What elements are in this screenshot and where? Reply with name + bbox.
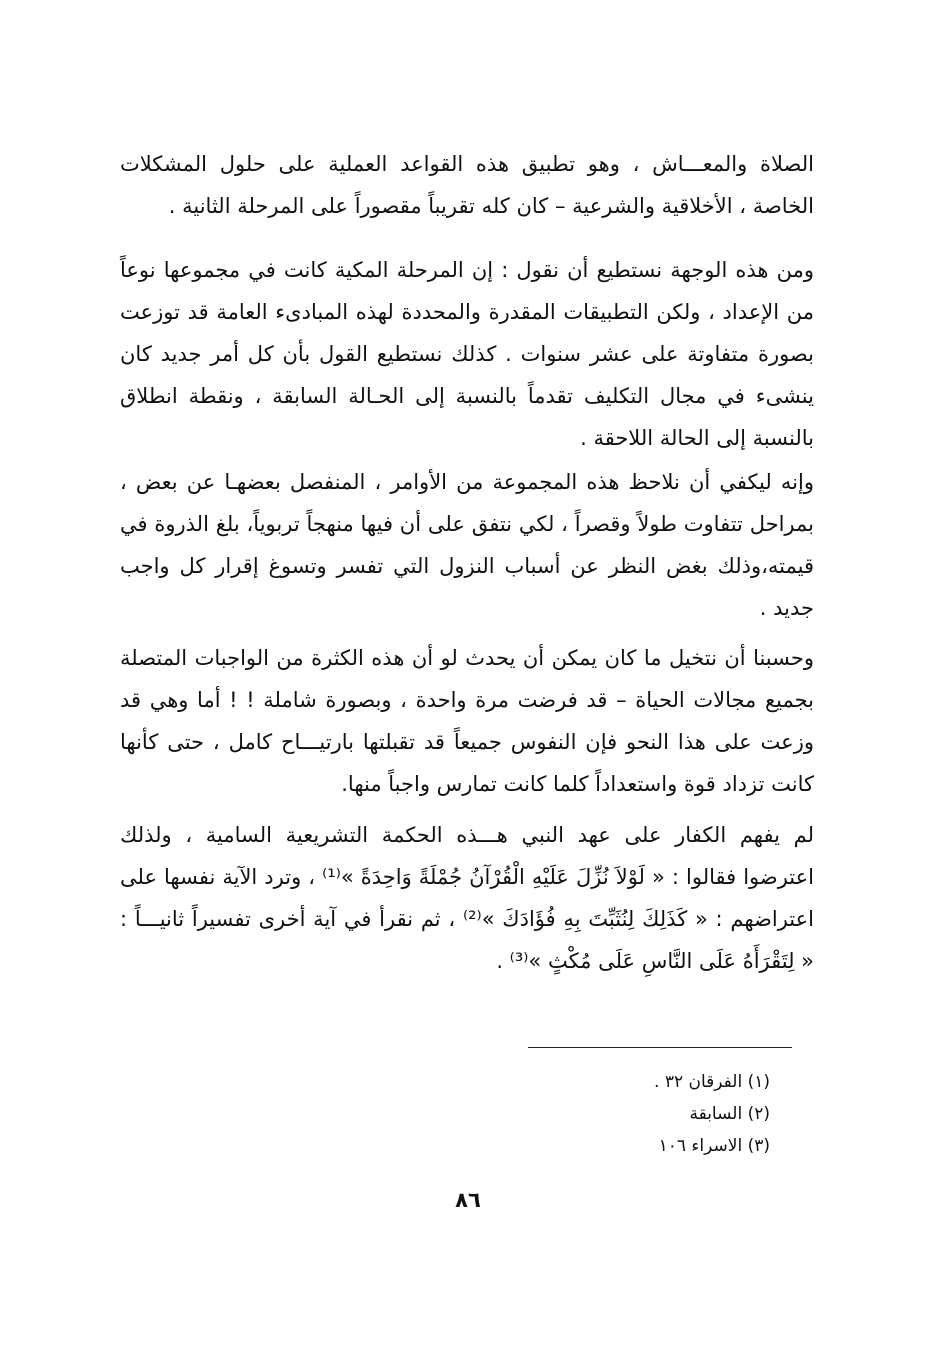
footnote-divider [528,1047,792,1048]
footnote-3: (٣) الاسراء ١٠٦ [658,1136,770,1156]
paragraph-3 [120,461,814,629]
paragraph-text: لم يفهم الكفار على عهد النبي هـــذه الحكمة التشريعية السامية ، ولذلك اعترضوا فقالوا : « لَوْلاَ نُزِّلَ عَلَيْهِ الْقُرْآنُ جُمْلَةً وَاحِدَةً »⁽¹⁾ ، وترد الآية نفسها على اعتراضهم : « كَذَلِكَ لِنُثَبِّتَ بِهِ فُؤَادَكَ »⁽²⁾ ، ثم نقرأ في آية أخرى تفسيراً ثانيـــاً : « لِتَقْرَأَهُ عَلَى النَّاسِ عَلَى مُكْثٍ »⁽³⁾ . [120,823,815,973]
footnote-1: (١) الفرقان ٣٢ . [654,1072,770,1092]
paragraph-text: ومن هذه الوجهة نستطيع أن نقول : إن المرحلة المكية كانت في مجموعها نوعاً من الإعداد ، ولكن التطبيقات المقدرة والمحددة لهذه المبادىء العامة قد توزعت بصورة متفاوتة على عشر سنوات . كذلك نستطيع القول بأن كل أمر جديد كان ينشىء في مجال التكليف تقدماً بالنسبة إلى الحـالة السابقة ، ونقطة انطلاق بالنسبة إلى الحالة اللاحقة . [120,258,814,450]
footnotes [520,1066,770,1162]
paragraph-5 [120,814,814,982]
footnote-2: (٢) السابقة [689,1104,770,1124]
paragraph-2 [120,249,814,459]
paragraph-text: وحسبنا أن نتخيل ما كان يمكن أن يحدث لو أن هذه الكثرة من الواجبات المتصلة بجميع مجالات الحياة – قد فرضت مرة واحدة ، وبصورة شاملة ! ! أما وهي قد وزعت على هذا النحو فإن النفوس جميعاً قد تقبلتها بارتيـــاح كامل ، حتى كأنها كانت تزداد قوة واستعداداً كلما كانت تمارس واجباً منها. [120,646,814,796]
page-number: ٨٦ [455,1188,481,1212]
paragraph-text: الصلاة والمعـــاش ، وهو تطبيق هذه القواعد العملية على حلول المشكلات الخاصة ، الأخلاقية والشرعية – كان كله تقريباً مقصوراً على المرحلة الثانية . [120,152,814,218]
paragraph-4 [120,637,814,805]
paragraph-1 [120,143,814,227]
paragraph-text: وإنه ليكفي أن نلاحظ هذه المجموعة من الأوامر ، المنفصل بعضهـا عن بعض ، بمراحل تتفاوت طولاً وقصراً ، لكي نتفق على أن فيها منهجاً تربوياً، بلغ الذروة في قيمته،وذلك بغض النظر عن أسباب النزول التي تفسر وتسوغ إقرار كل واجب جديد . [120,470,814,620]
